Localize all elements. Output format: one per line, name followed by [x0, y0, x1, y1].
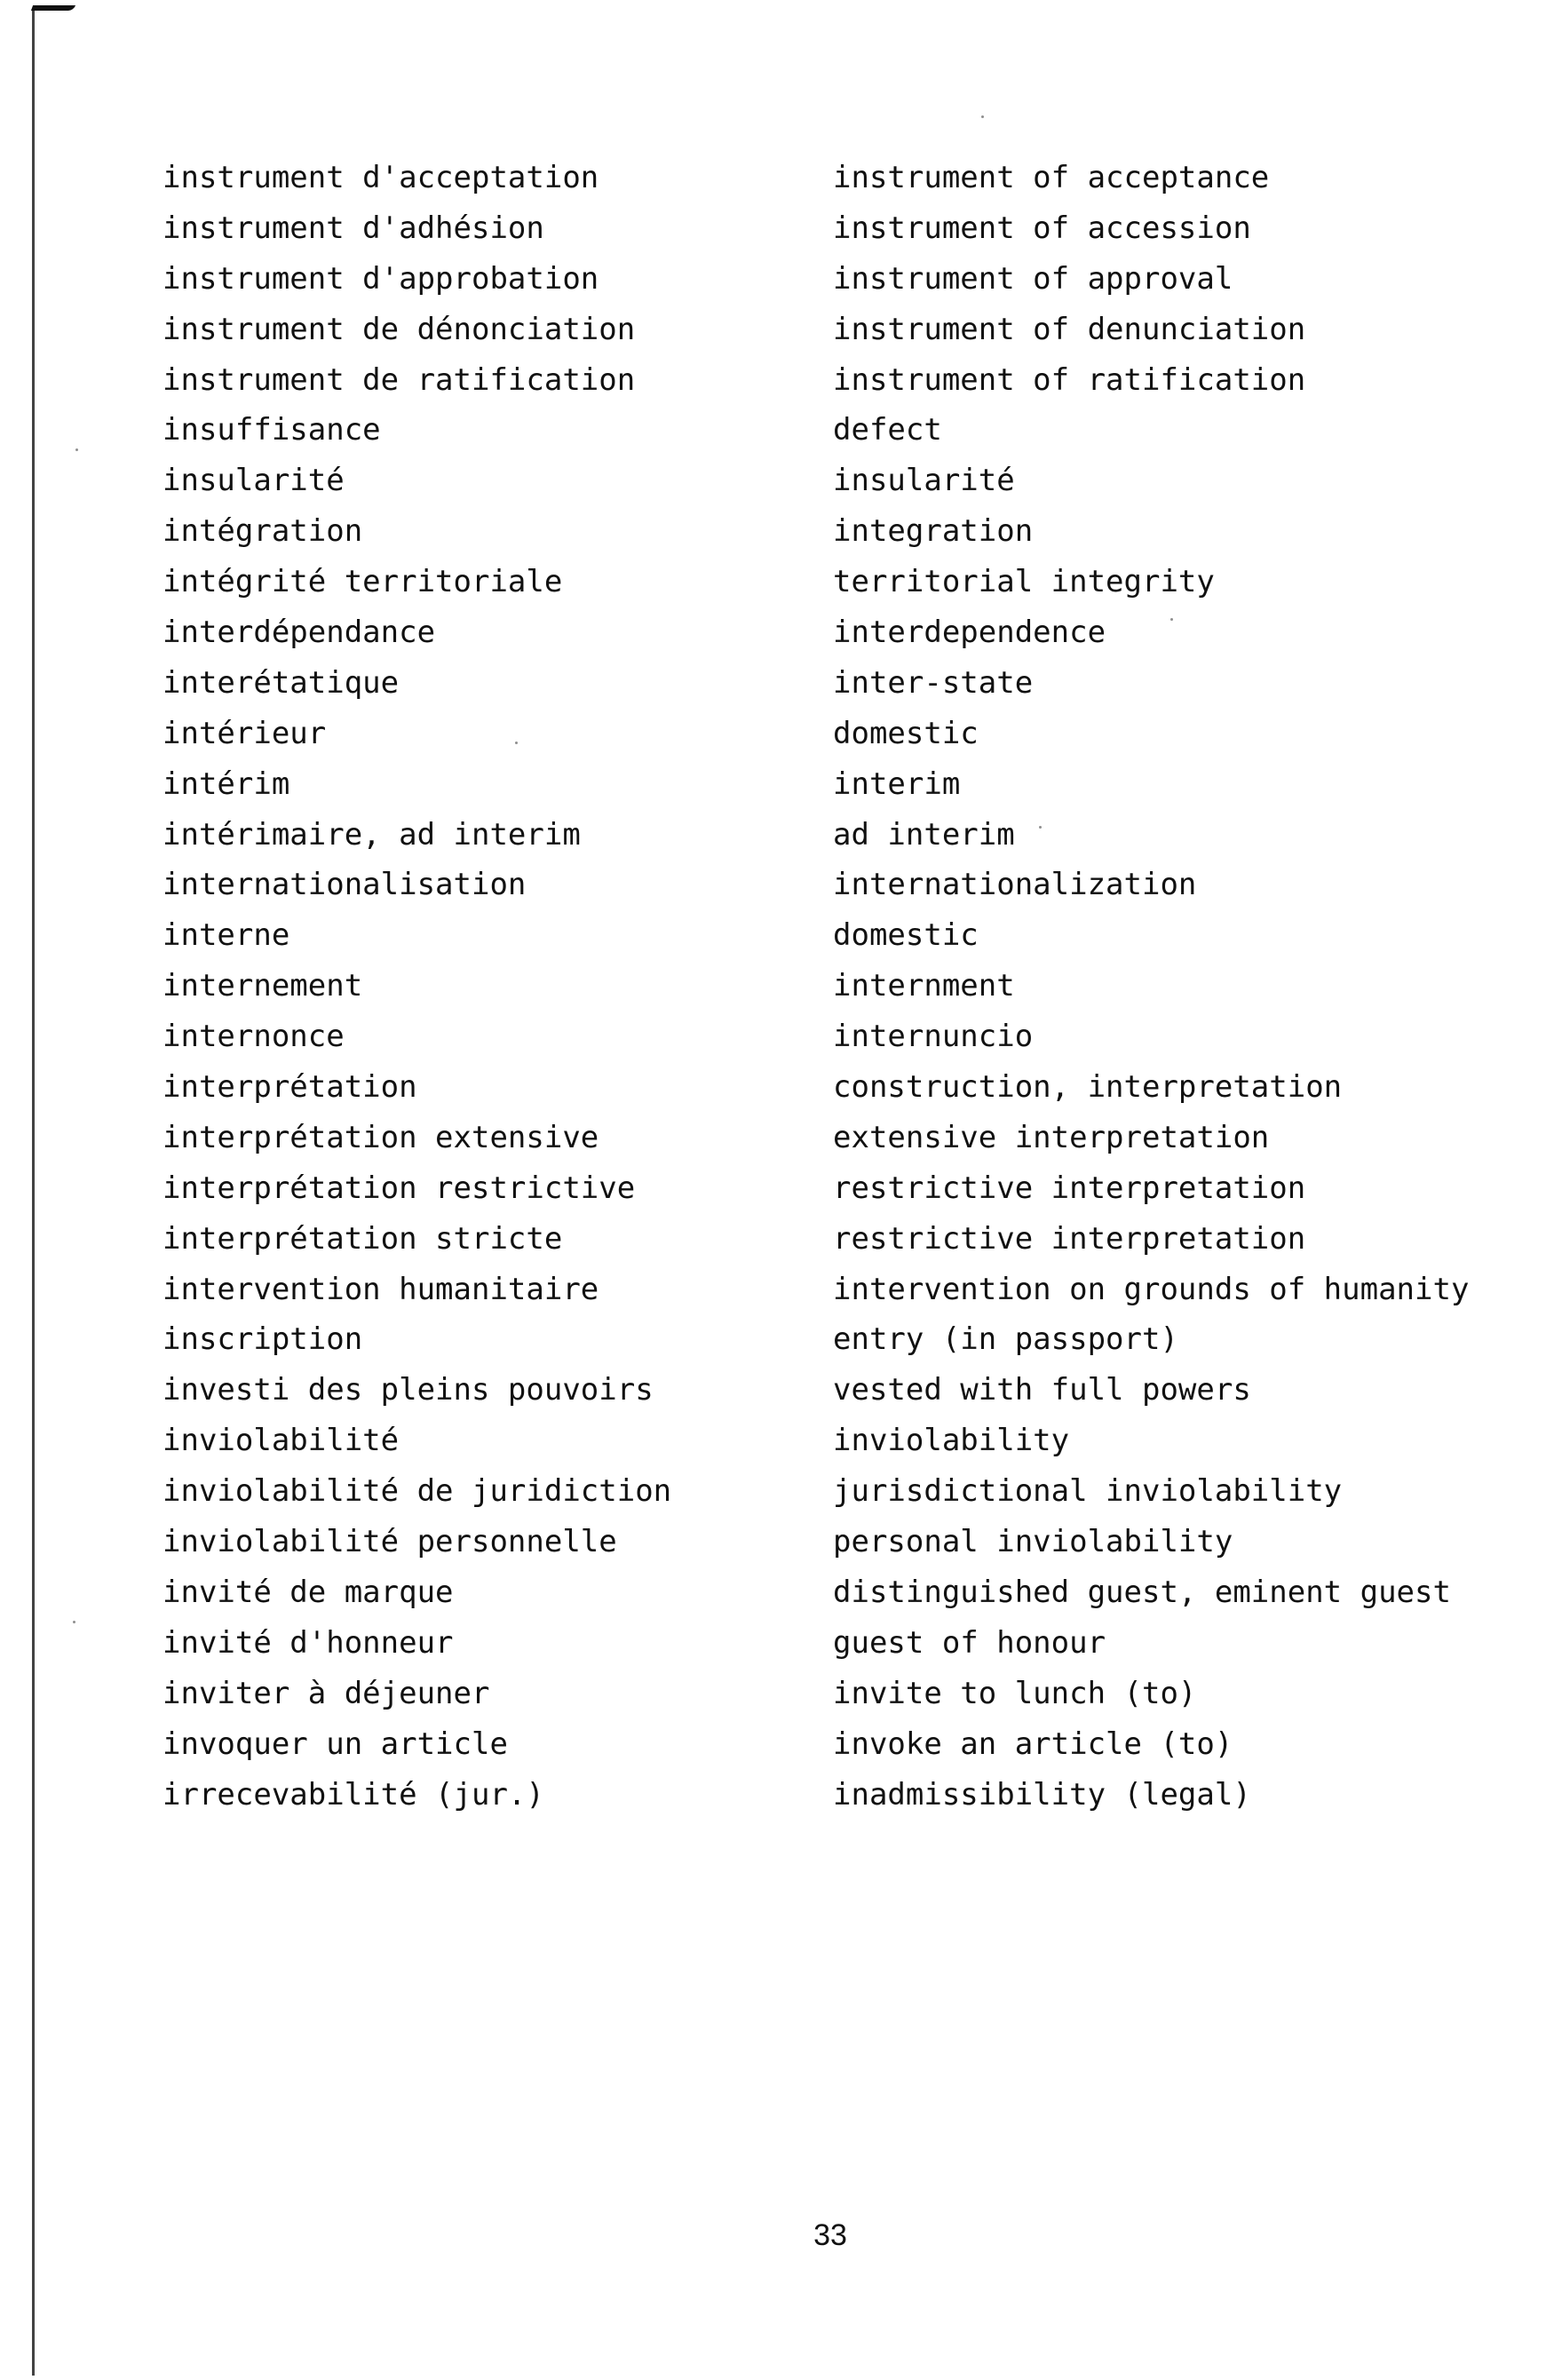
english-term: instrument of approval — [833, 260, 1233, 297]
english-term: vested with full powers — [833, 1372, 1251, 1408]
french-term: instrument de dénonciation — [163, 311, 636, 347]
scan-speck — [515, 742, 518, 744]
english-term: ad interim — [833, 816, 1015, 853]
english-term: restrictive interpretation — [833, 1220, 1306, 1257]
french-term: intérim — [163, 766, 290, 802]
french-terms-column — [163, 153, 784, 1820]
english-term: internuncio — [833, 1019, 1034, 1055]
french-term: instrument d'approbation — [163, 260, 599, 297]
english-term: personal inviolability — [833, 1524, 1233, 1560]
english-term: territorial integrity — [833, 564, 1215, 600]
english-term: distinguished guest, eminent guest — [833, 1574, 1451, 1610]
english-term: inviolability — [833, 1423, 1070, 1459]
french-term: invoquer un article — [163, 1726, 508, 1762]
english-term: defect — [833, 412, 942, 448]
scan-speck — [75, 448, 78, 451]
english-term: entry (in passport) — [833, 1321, 1178, 1358]
french-term: interprétation extensive — [163, 1119, 599, 1155]
english-term: interim — [833, 766, 961, 802]
french-term: inviolabilité de juridiction — [163, 1473, 672, 1510]
scan-speck — [981, 115, 984, 118]
french-term: inviolabilité — [163, 1423, 400, 1459]
english-term: domestic — [833, 715, 979, 751]
english-term: instrument of acceptance — [833, 160, 1270, 195]
english-term: integration — [833, 513, 1034, 550]
english-term: invite to lunch (to) — [833, 1675, 1197, 1711]
french-term: insuffisance — [163, 412, 381, 448]
page-number: 33 — [813, 2218, 847, 2252]
english-term: jurisdictional inviolability — [833, 1473, 1343, 1510]
french-term: interprétation stricte — [163, 1220, 563, 1257]
scan-top-corner-mark — [31, 5, 75, 11]
french-term: intérieur — [163, 715, 327, 751]
french-term: intérimaire, ad interim — [163, 816, 581, 853]
french-term: intégrité territoriale — [163, 564, 563, 600]
english-term: interdependence — [833, 615, 1106, 651]
scan-speck — [1170, 618, 1173, 621]
french-term: interne — [163, 917, 290, 954]
french-term: instrument d'adhésion — [163, 210, 544, 246]
english-term: inter-state — [833, 664, 1034, 701]
french-term: interdépendance — [163, 615, 436, 651]
french-term: instrument de ratification — [163, 361, 636, 398]
french-term: intervention humanitaire — [163, 1271, 599, 1307]
english-term: internationalization — [833, 867, 1197, 903]
english-term: instrument of ratification — [833, 361, 1306, 398]
english-term: intervention on grounds of humanity — [833, 1271, 1470, 1307]
french-term: internement — [163, 968, 363, 1004]
english-term: internment — [833, 968, 1015, 1004]
french-term: internonce — [163, 1019, 345, 1055]
english-term: construction, interpretation — [833, 1069, 1343, 1106]
english-term: inadmissibility (legal) — [833, 1776, 1251, 1813]
scan-speck — [1039, 826, 1042, 829]
french-term: inviter à déjeuner — [163, 1675, 490, 1711]
english-term: restrictive interpretation — [833, 1170, 1306, 1206]
french-term: intégration — [163, 513, 363, 550]
french-term: invité de marque — [163, 1574, 454, 1610]
english-term: instrument of accession — [833, 210, 1251, 246]
french-term: internationalisation — [163, 867, 527, 903]
english-term: domestic — [833, 917, 979, 954]
english-terms-column — [833, 153, 1526, 1820]
french-term: interprétation — [163, 1069, 417, 1106]
french-term: invité d'honneur — [163, 1624, 454, 1661]
french-term: investi des pleins pouvoirs — [163, 1372, 654, 1408]
scan-left-edge-line — [32, 9, 35, 2376]
english-term: extensive interpretation — [833, 1119, 1270, 1155]
french-term: interétatique — [163, 664, 400, 701]
english-term: instrument of denunciation — [833, 311, 1306, 347]
scan-speck — [73, 1621, 75, 1623]
french-term: insularité — [163, 463, 345, 499]
english-term: invoke an article (to) — [833, 1726, 1233, 1762]
french-term: inviolabilité personnelle — [163, 1524, 617, 1560]
french-term: interprétation restrictive — [163, 1170, 636, 1206]
english-term: guest of honour — [833, 1624, 1106, 1661]
french-term: irrecevabilité (jur.) — [163, 1776, 544, 1813]
english-term: insularité — [833, 463, 1015, 499]
french-term: instrument d'acceptation — [163, 160, 599, 195]
french-term: inscription — [163, 1321, 363, 1358]
